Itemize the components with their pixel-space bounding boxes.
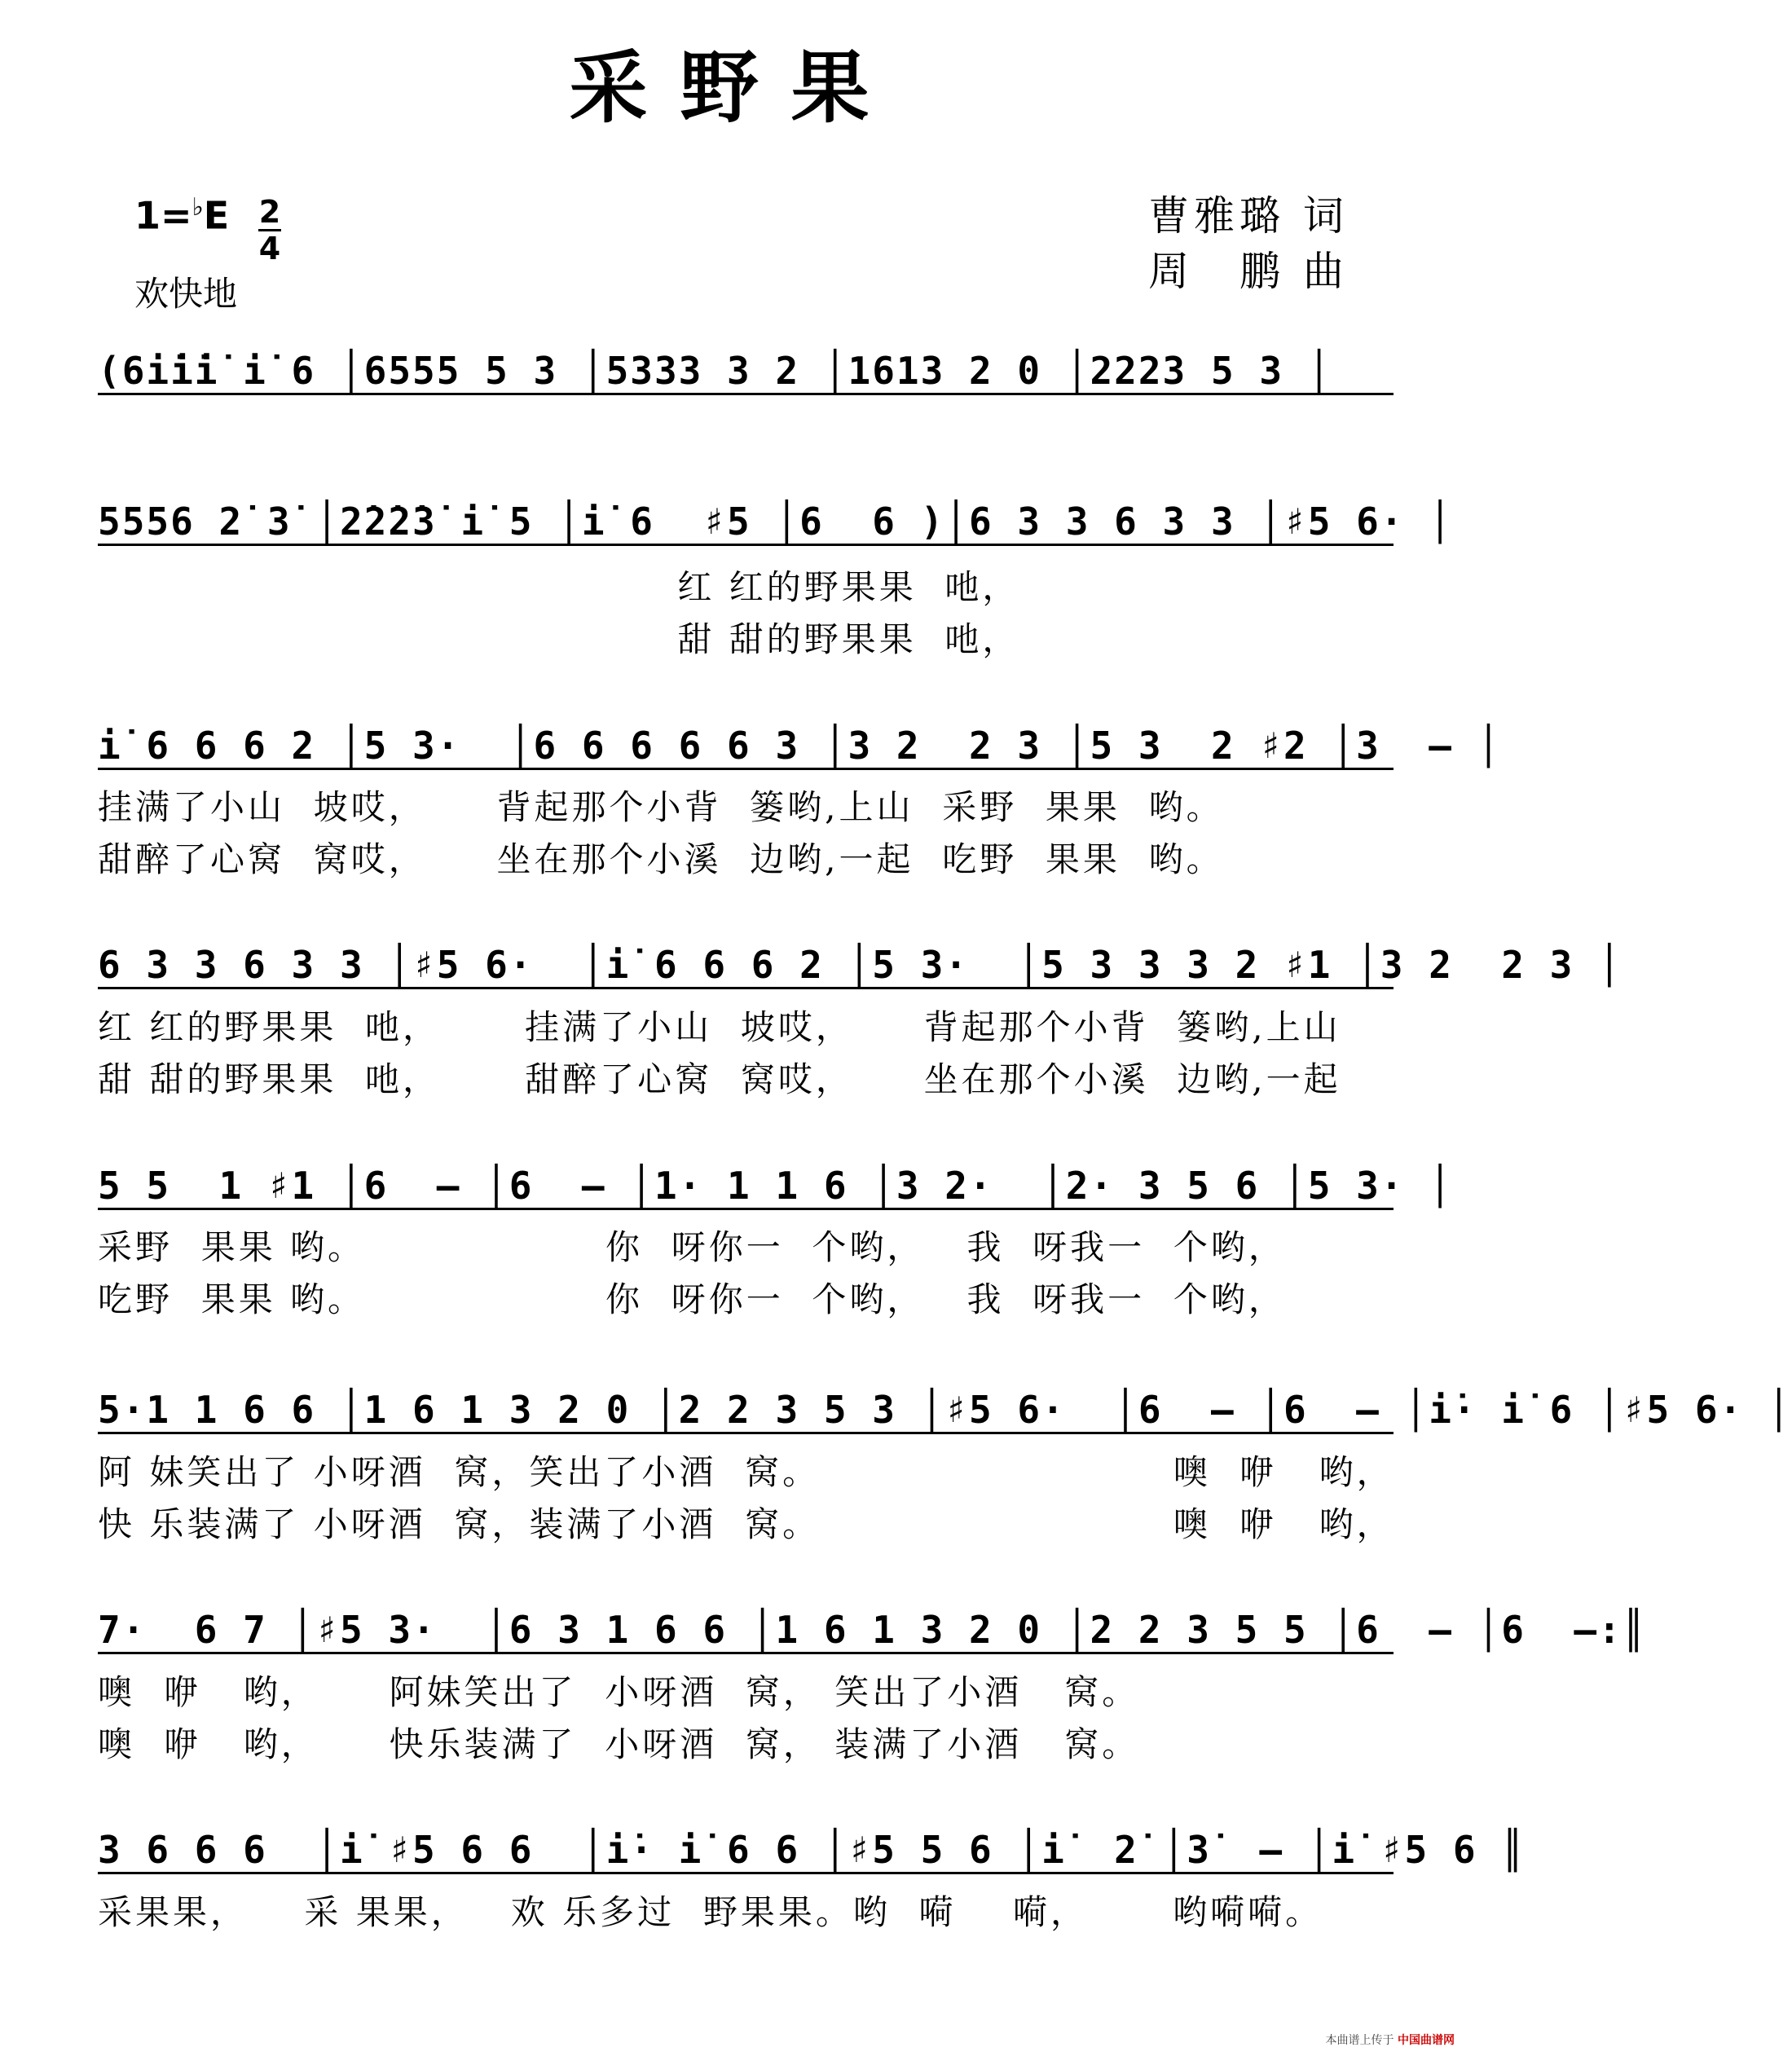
lyric-line: 阿 妹笑出了 小呀酒 窝，笑出了小酒 窝。 噢 咿 哟， <box>98 1452 1394 1492</box>
lyric-line: 采野 果果 哟。 你 呀你一 个哟， 我 呀我一 个哟， <box>98 1227 1286 1267</box>
watermark-site: 中国曲谱网 <box>1398 2034 1455 2047</box>
key-note: E <box>203 193 230 238</box>
lyric-line: 甜 甜的野果果 吔， 甜醉了心窝 窝哎， 坐在那个小溪 边哟,一起 <box>98 1059 1341 1099</box>
lyric-line: 采果果， 采 果果， 欢 乐多过 野果果。哟 嗬 嗬， 哟嗬嗬。 <box>98 1892 1323 1932</box>
lyric-line: 快 乐装满了 小呀酒 窝，装满了小酒 窝。 噢 咿 哟， <box>98 1504 1394 1544</box>
notation-row: 5556 2̇ 3̇ │2̇2̇2̇3̇ i̇ 5 │i̇ 6 ♯5 │6 6 )│6 3 3 6 3 3 │♯5 6· │ <box>98 500 1453 544</box>
flat-symbol: ♭ <box>192 193 204 222</box>
notation-row: 5·1 1 6 6 │1 6 1 3 2 0 │2 2 3 5 3 │♯5 6· │6 – │6 – │i̇· i̇ 6 │♯5 6· │ <box>98 1388 1792 1432</box>
lyric-line: 吃野 果果 哟。 你 呀你一 个哟， 我 呀我一 个哟， <box>98 1279 1286 1319</box>
lyric-line: 红 红的野果果 吔， <box>98 567 1020 607</box>
meter-bottom: 4 <box>258 231 281 266</box>
lyric-line: 红 红的野果果 吔， 挂满了小山 坡哎， 背起那个小背 篓哟,上山 <box>98 1007 1341 1047</box>
beam-line <box>98 544 1394 546</box>
beam-line <box>98 1432 1394 1434</box>
tempo-marking: 欢快地 <box>134 274 238 314</box>
lyric-line: 噢 咿 哟， 阿妹笑出了 小呀酒 窝， 笑出了小酒 窝。 <box>98 1672 1140 1712</box>
notation-row: 7· 6 7 │♯5 3· │6 3 1 6 6 │1 6 1 3 2 0 │2 2 3 5 5 │6 – │6 –:║ <box>98 1608 1647 1652</box>
beam-line <box>98 1872 1394 1874</box>
key-signature <box>134 193 230 238</box>
watermark <box>1326 2032 1455 2048</box>
page-title: 采野果 <box>569 42 902 134</box>
beam-line <box>98 987 1394 989</box>
watermark-text: 本曲谱上传于 <box>1325 2034 1394 2047</box>
beam-line <box>98 1208 1394 1210</box>
notation-row: i̇ 6 6 6 2 │5 3· │6 6 6 6 6 3 │3 2 2 3 │5 3 2 ♯2 │3 – │ <box>98 724 1502 768</box>
notation-row: 6 3 3 6 3 3 │♯5 6· │i̇ 6 6 6 2 │5 3· │5 3 3 3 2 ♯1 │3 2 2 3 │ <box>98 943 1622 987</box>
composer-credit: 周 鹏 曲 <box>1148 248 1349 295</box>
key-prefix: 1= <box>134 193 192 238</box>
time-signature <box>258 196 282 265</box>
lyric-line: 噢 咿 哟， 快乐装满了 小呀酒 窝， 装满了小酒 窝。 <box>98 1724 1140 1764</box>
meter-top: 2 <box>258 194 281 230</box>
beam-line <box>98 1652 1394 1654</box>
lyric-line: 挂满了小山 坡哎， 背起那个小背 篓哟,上山 采野 果果 哟。 <box>98 787 1224 827</box>
lyric-line: 甜醉了心窝 窝哎， 坐在那个小溪 边哟,一起 吃野 果果 哟。 <box>98 839 1224 879</box>
beam-line <box>98 393 1394 395</box>
lyricist-credit: 曹雅璐 词 <box>1148 192 1349 240</box>
lyric-line: 甜 甜的野果果 吔， <box>98 619 1020 659</box>
beam-line <box>98 768 1394 770</box>
notation-row: 3 6 6 6 │i̇ ♯5 6 6 │i̇· i̇ 6 6 │♯5 5 6 │i̇ 2̇ │3̇ – │i̇ ♯5 6 ║ <box>98 1828 1526 1872</box>
notation-row: 5 5 1 ♯1 │6 – │6 – │1· 1 1 6 │3 2· │2· 3 5 6 │5 3· │ <box>98 1164 1453 1208</box>
notation-row: (6i̇i̇i̇ i̇ 6 │6555 5 3 │5333 3 2 │1613 2 0 │2223 5 3 │ <box>98 349 1332 393</box>
